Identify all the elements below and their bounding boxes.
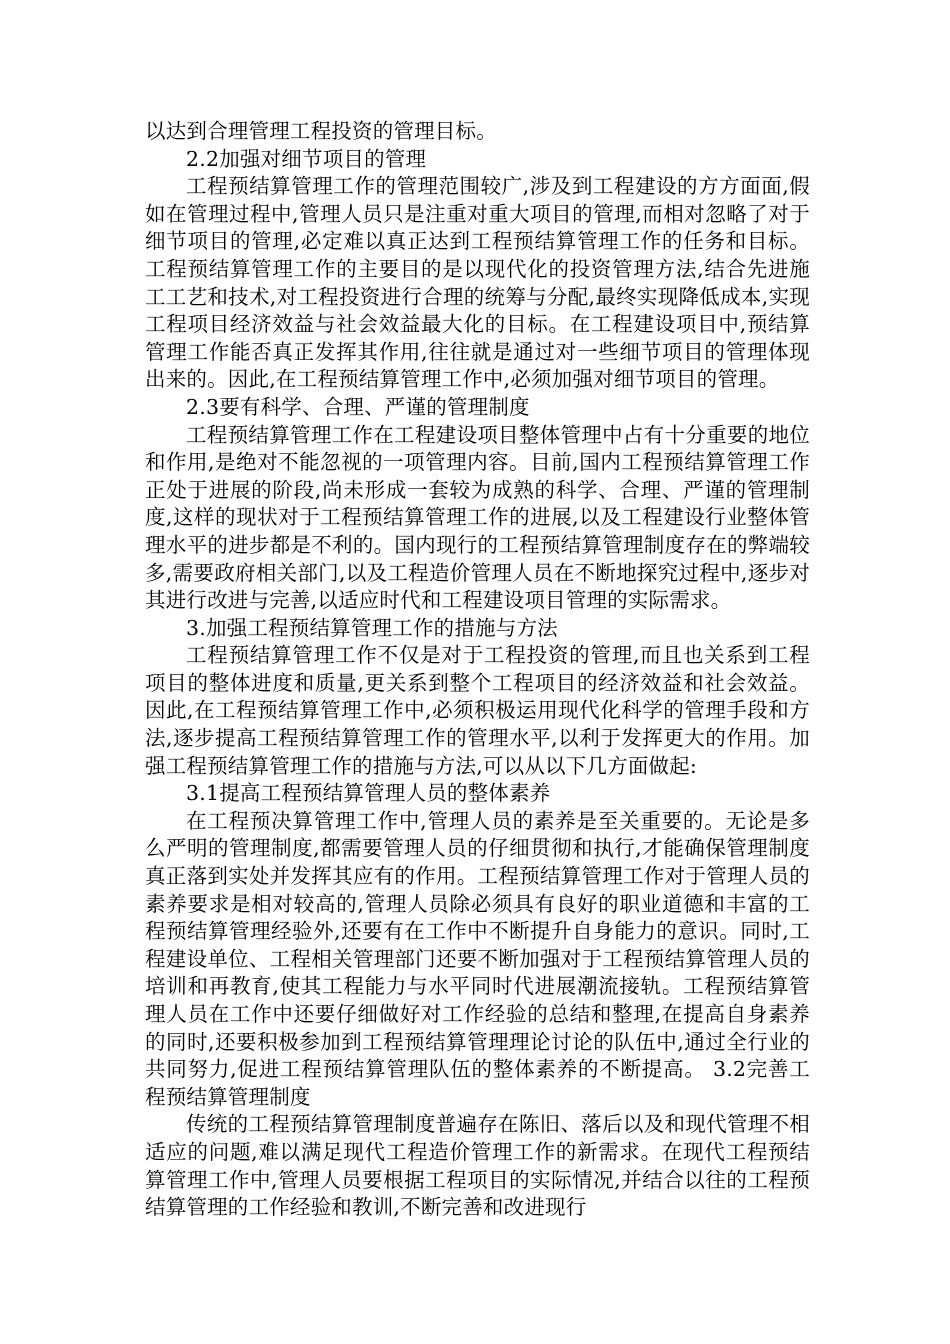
paragraph-staff-quality: 在工程预决算管理工作中,管理人员的素养是至关重要的。无论是多么严明的管理制度,都需要管理人员的仔细贯彻和执行,才能确保管理制度真正落到实处并发挥其应有的作用。工程预结算管理工作对于管理人员的素养要求是相对较高的,管理人员除必须具有良好的职业道德和丰富的工程预结算管理经验外,还要有在工作中不断提升自身能力的意识。同时,工程建设单位、工程相关管理部门还要不断加强对于工程预结算管理人员的培训和再教育,使其工程能力与水平同时代进展潮流接轨。工程预结算管理人员在工作中还要仔细做好对工作经验的总结和整理,在提高自身素养的同时,还要积极参加到工程预结算管理理论讨论的队伍中,通过全行业的共同努力,促进工程预结算管理队伍的整体素养的不断提高。 3.2完善工程预结算管理制度 (145, 808, 810, 1109)
paragraph-detail-management: 工程预结算管理工作的管理范围较广,涉及到工程建设的方方面面,假如在管理过程中,管理人员只是注重对重大项目的管理,而相对忽略了对于细节项目的管理,必定难以真正达到工程预结算管理工作的任务和目标。工程预结算管理工作的主要目的是以现代化的投资管理方法,结合先进施工工艺和技术,对工程投资进行合理的统筹与分配,最终实现降低成本,实现工程项目经济效益与社会效益最大化的目标。在工程建设项目中,预结算管理工作能否真正发挥其作用,往往就是通过对一些细节项目的管理体现出来的。因此,在工程预结算管理工作中,必须加强对细节项目的管理。 (145, 174, 810, 392)
document-body (145, 118, 810, 1222)
paragraph-traditional-system: 传统的工程预结算管理制度普遍存在陈旧、落后以及和现代管理不相适应的问题,难以满足现代工程造价管理工作的新需求。在现代工程预结算管理工作中,管理人员要根据工程项目的实际情况,并结合以往的工程预结算管理的工作经验和教训,不断完善和改进现行 (145, 1112, 810, 1220)
section-heading-2-2: 2.2加强对细节项目的管理 (186, 146, 427, 171)
paragraph-management-system: 工程预结算管理工作在工程建设项目整体管理中占有十分重要的地位和作用,是绝对不能忽视的一项管理内容。目前,国内工程预结算管理工作正处于进展的阶段,尚未形成一套较为成熟的科学、合理、严谨的管理制度,这样的现状对于工程预结算管理工作的进展,以及工程建设行业整体管理水平的进步都是不利的。国内现行的工程预结算管理制度存在的弊端较多,需要政府相关部门,以及工程造价管理人员在不断地探究过程中,逐步对其进行改进与完善,以适应时代和工程建设项目管理的实际需求。 (145, 422, 810, 613)
section-heading-2-3: 2.3要有科学、合理、严谨的管理制度 (186, 394, 530, 419)
paragraph-continuation: 以达到合理管理工程投资的管理目标。 (145, 119, 497, 143)
section-heading-3-1: 3.1提高工程预结算管理人员的整体素养 (186, 781, 551, 806)
paragraph-measures-methods: 工程预结算管理工作不仅是对于工程投资的管理,而且也关系到工程项目的整体进度和质量,更关系到整个工程项目的经济效益和社会效益。因此,在工程预结算管理工作中,必须积极运用现代化科学的管理手段和方法,逐步提高工程预结算管理工作的管理水平,以利于发挥更大的作用。加强工程预结算管理工作的措施与方法,可以从以下几方面做起: (145, 643, 810, 778)
section-heading-3: 3.加强工程预结算管理工作的措施与方法 (186, 615, 558, 640)
